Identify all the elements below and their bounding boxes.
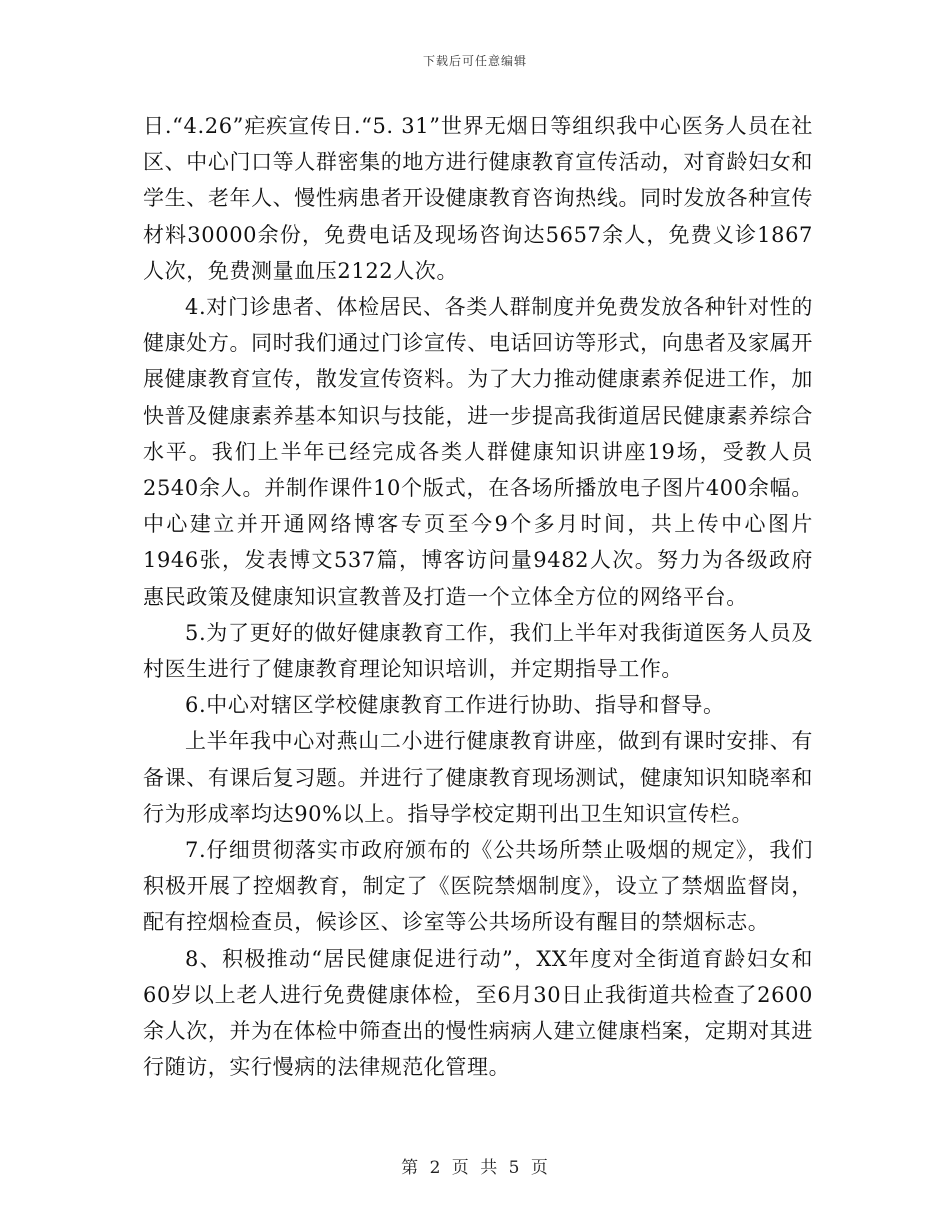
page-header-note: 下载后可任意编辑 <box>422 54 527 68</box>
paragraph-item-5: 5.为了更好的做好健康教育工作，我们上半年对我街道医务人员及村医生进行了健康教育理论知识培训，并定期指导工作。 <box>143 620 813 682</box>
paragraph-item-4: 4.对门诊患者、体检居民、各类人群制度并免费发放各种针对性的健康处方。同时我们通过门诊宣传、电话回访等形式，向患者及家属开展健康教育宣传，散发宣传资料。为了大力推动健康素养促进工作，加快普及健康素养基本知识与技能，进一步提高我街道居民健康素养综合水平。我们上半年已经完成各类人群健康知识讲座19场，受教人员2540余人。并制作课件10个版式，在各场所播放电子图片400余幅。中心建立并开通网络博客专页至今9个多月时间，共上传中心图片1946张，发表博文537篇，博客访问量9482人次。努力为各级政府惠民政策及健康知识宣教普及打造一个立体全方位的网络平台。 <box>143 295 813 609</box>
page-number-footer: 第 2 页 共 5 页 <box>401 1158 549 1178</box>
paragraph-school-lecture: 上半年我中心对燕山二小进行健康教育讲座，做到有课时安排、有备课、有课后复习题。并进行了健康教育现场测试，健康知识知晓率和行为形成率均达90%以上。指导学校定期刊出卫生知识宣传栏。 <box>143 729 813 826</box>
paragraph-item-6: 6.中心对辖区学校健康教育工作进行协助、指导和督导。 <box>185 693 725 718</box>
paragraph-item-7: 7.仔细贯彻落实市政府颁布的《公共场所禁止吸烟的规定》，我们积极开展了控烟教育，制定了《医院禁烟制度》，设立了禁烟监督岗，配有控烟检查员，候诊区、诊室等公共场所设有醒目的禁烟标志。 <box>143 838 813 935</box>
paragraph-health-campaign-continued: 日.“4.26”疟疾宣传日.“5. 31”世界无烟日等组织我中心医务人员在社区、中心门口等人群密集的地方进行健康教育宣传活动，对育龄妇女和学生、老年人、慢性病患者开设健康教育咨询热线。同时发放各种宣传材料30000余份，免费电话及现场咨询达5657余人，免费义诊1867人次，免费测量血压2122人次。 <box>143 114 813 283</box>
paragraph-item-8: 8、积极推动“居民健康促进行动”，XX年度对全街道育龄妇女和60岁以上老人进行免费健康体检，至6月30日止我街道共检查了2600余人次，并为在体检中筛查出的慢性病病人建立健康档案，定期对其进行随访，实行慢病的法律规范化管理。 <box>143 946 813 1080</box>
document-body <box>143 108 813 1085</box>
